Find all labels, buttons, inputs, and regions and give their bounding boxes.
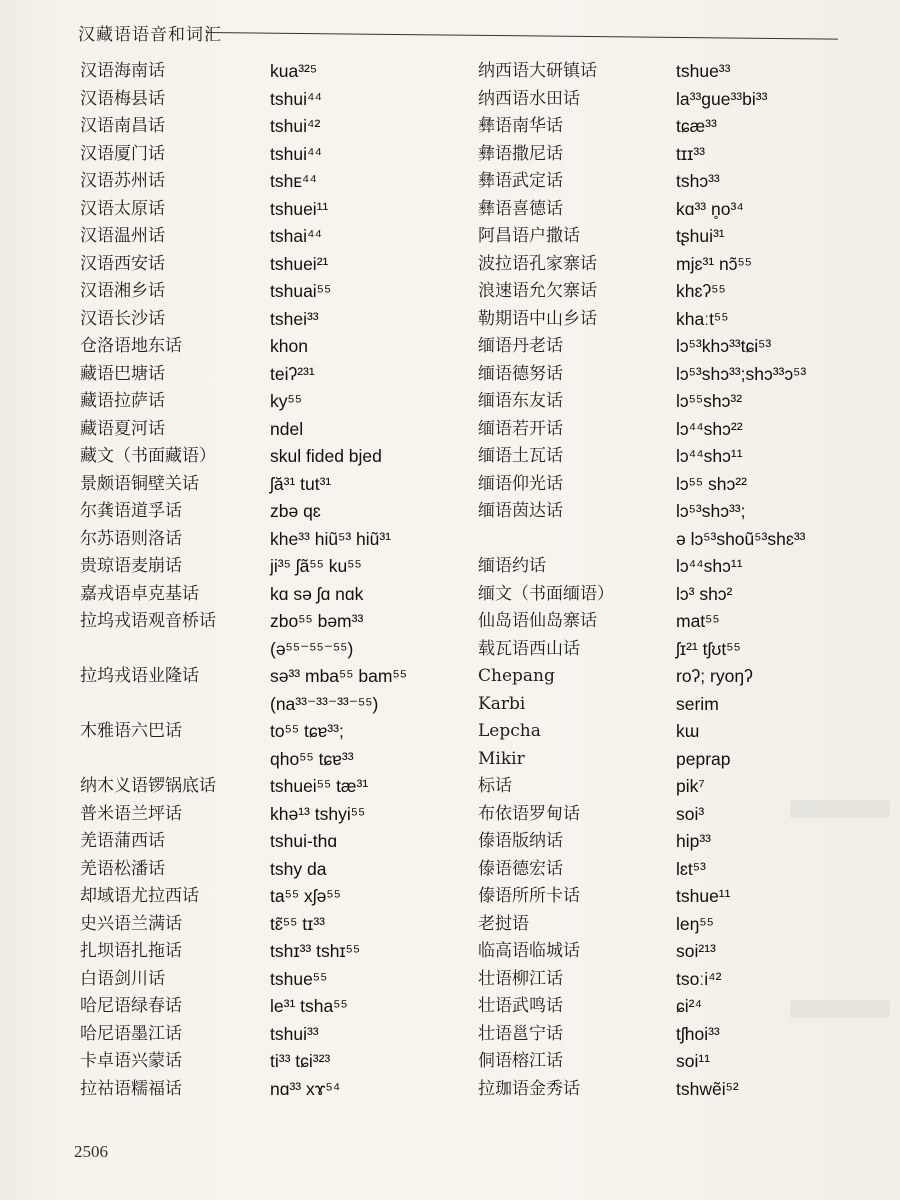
word-form — [676, 1048, 710, 1076]
dialect-name: 嘉戎语卓克基话 — [80, 583, 199, 604]
dialect-name: 景颇语铜壁关话 — [80, 473, 199, 494]
dialect-name: 藏文（书面藏语） — [80, 446, 216, 466]
word-form-line: tshuei⁵⁵ tæ³¹ — [270, 776, 369, 796]
word-form-line: lɔ⁴⁴shɔ¹¹ — [676, 446, 743, 466]
word-form — [676, 856, 706, 884]
word-form — [676, 333, 771, 361]
entry-row — [478, 718, 878, 746]
dialect-name: 傣语版纳话 — [478, 831, 563, 851]
word-form — [270, 883, 341, 911]
word-form — [270, 113, 320, 141]
dialect-name: 却域语尤拉西话 — [80, 886, 199, 906]
header-title: 汉藏语语音和词汇 — [78, 25, 222, 45]
word-form — [676, 388, 742, 416]
dialect-name: Chepang — [478, 666, 555, 686]
dialect-name: 汉语西安话 — [80, 253, 165, 274]
dialect-name: 载瓦语西山话 — [478, 638, 580, 659]
dialect-name: 史兴语兰满话 — [80, 913, 182, 934]
word-form-line: tshue¹¹ — [676, 886, 731, 906]
word-form-line: kɑ sə ʃɑ nɑk — [270, 583, 364, 604]
word-form — [270, 168, 317, 196]
entry-row — [478, 553, 878, 581]
word-form-line: ʃă³¹ tut³¹ — [270, 473, 332, 494]
word-form — [270, 1048, 330, 1076]
dialect-name: 汉语苏州话 — [80, 171, 165, 191]
entry-row — [80, 911, 440, 939]
entry-row — [80, 168, 440, 196]
dialect-name: 临高语临城话 — [478, 941, 580, 961]
word-form — [270, 223, 322, 251]
dialect-name: 勒期语中山乡话 — [478, 308, 597, 329]
entry-row — [80, 471, 440, 499]
word-form — [270, 86, 322, 114]
word-form-line: sə³³ mba⁵⁵ bam⁵⁵ — [270, 666, 407, 686]
dialect-name: 缅语若开话 — [478, 418, 563, 439]
word-form — [270, 498, 321, 526]
word-form-line: tshuai⁵⁵ — [270, 281, 332, 301]
entry-row — [80, 608, 440, 663]
entry-row — [80, 993, 440, 1021]
word-form — [676, 251, 752, 279]
dialect-name: 缅语茵达话 — [478, 501, 563, 521]
running-header — [78, 18, 838, 44]
dialect-name: Karbi — [478, 693, 526, 714]
word-form — [270, 526, 391, 554]
dialect-name: 普米语兰坪话 — [80, 803, 182, 824]
dialect-name: 标话 — [478, 776, 512, 796]
word-form — [270, 361, 315, 389]
entry-row — [80, 663, 440, 718]
word-form-line: soi¹¹ — [676, 1051, 711, 1071]
word-form — [270, 966, 327, 994]
entry-row — [478, 966, 878, 994]
word-form-line: ʃɪ²¹ tʃʊt⁵⁵ — [676, 638, 741, 659]
dialect-name: 汉语温州话 — [80, 226, 165, 246]
word-form — [676, 828, 711, 856]
word-form-line: zbo⁵⁵ bəm³³ — [270, 611, 364, 631]
dialect-name: 缅语土瓦话 — [478, 446, 563, 466]
entry-row — [80, 966, 440, 994]
entry-row — [80, 1048, 440, 1076]
dialect-name: 哈尼语墨江话 — [80, 1023, 182, 1044]
word-form — [270, 471, 331, 499]
word-form-line: ky⁵⁵ — [270, 391, 303, 411]
word-form — [270, 58, 317, 86]
dialect-name: 纳木义语锣锅底话 — [80, 776, 216, 796]
word-form — [676, 746, 731, 774]
word-form-line: leŋ⁵⁵ — [676, 913, 714, 934]
entry-row — [80, 498, 440, 526]
entry-row — [80, 883, 440, 911]
header-rule — [206, 32, 838, 40]
dialect-name: 藏语拉萨话 — [80, 391, 165, 411]
entry-row — [478, 856, 878, 884]
word-form — [270, 581, 363, 609]
dialect-name: 拉珈语金秀话 — [478, 1078, 580, 1099]
word-form — [676, 443, 743, 471]
word-form — [270, 938, 360, 966]
word-form-line: kua³²⁵ — [270, 61, 318, 81]
word-form-line: tshɔ³³ — [676, 171, 720, 191]
dialect-name: 老挝语 — [478, 913, 529, 934]
dialect-name: 哈尼语绿春话 — [80, 996, 182, 1016]
word-form — [676, 306, 728, 334]
word-form — [270, 251, 328, 279]
word-form — [270, 773, 368, 801]
entry-row — [478, 1021, 878, 1049]
word-form — [676, 278, 726, 306]
word-form — [676, 663, 753, 691]
word-form-line: tshai⁴⁴ — [270, 226, 323, 246]
dialect-name: 缅文（书面缅语） — [478, 583, 614, 604]
word-form — [270, 416, 303, 444]
word-form-line: soi³ — [676, 803, 705, 824]
word-form — [676, 883, 730, 911]
entry-row — [80, 773, 440, 801]
word-form-line: nɑ³³ xɤ⁵⁴ — [270, 1078, 341, 1099]
entry-row — [478, 388, 878, 416]
dialect-name: 彝语武定话 — [478, 171, 563, 191]
entry-row — [80, 801, 440, 829]
word-form — [270, 1021, 319, 1049]
entry-row — [478, 251, 878, 279]
word-form — [270, 1076, 340, 1104]
dialect-name: 藏语巴塘话 — [80, 363, 165, 384]
entry-row — [478, 911, 878, 939]
word-form-line: lɔ⁴⁴shɔ²² — [676, 418, 743, 439]
word-form-line: mjɛ³¹ nɔ̃⁵⁵ — [676, 253, 752, 274]
word-form — [676, 168, 720, 196]
word-form-line: tshᴇ⁴⁴ — [270, 171, 317, 191]
entry-row — [478, 113, 878, 141]
dialect-name: 彝语撒尼话 — [478, 143, 563, 164]
entry-row — [478, 333, 878, 361]
dialect-name: 仙岛语仙岛寨话 — [478, 611, 597, 631]
word-form-line: tshy da — [270, 858, 327, 879]
word-form — [270, 993, 348, 1021]
word-form — [270, 141, 322, 169]
dialect-name: 贵琼语麦崩话 — [80, 556, 182, 576]
word-form-line: roʔ; ryoŋʔ — [676, 666, 753, 686]
dialect-name: 布依语罗甸话 — [478, 803, 580, 824]
dialect-name: 傣语德宏话 — [478, 858, 563, 879]
word-form-line: tshui³³ — [270, 1023, 319, 1044]
word-form — [676, 498, 806, 553]
word-form-line: ɕi²⁴ — [676, 996, 702, 1016]
entry-row — [80, 361, 440, 389]
dialect-name: 波拉语孔家寨话 — [478, 253, 597, 274]
word-form-line: tshɪ³³ tshɪ⁵⁵ — [270, 941, 361, 961]
word-form-line: mat⁵⁵ — [676, 611, 720, 631]
word-form — [676, 196, 744, 224]
entry-row — [80, 333, 440, 361]
entry-row — [80, 141, 440, 169]
dialect-name: 浪速语允欠寨话 — [478, 281, 597, 301]
right-column — [478, 58, 878, 1103]
word-form-line: soi²¹³ — [676, 941, 716, 961]
dialect-name: 汉语太原话 — [80, 198, 165, 219]
word-form — [676, 636, 741, 664]
word-form-line-2: (ə⁵⁵⁻⁵⁵⁻⁵⁵) — [270, 638, 354, 659]
word-form-line: tshue⁵⁵ — [270, 968, 328, 989]
entry-row — [478, 883, 878, 911]
dialect-name: 尔苏语则洛话 — [80, 528, 182, 549]
word-form-line: peprap — [676, 748, 731, 769]
word-form — [676, 416, 743, 444]
dialect-name: 羌语松潘话 — [80, 858, 165, 879]
dialect-name: 汉语南昌话 — [80, 116, 165, 136]
word-form-line: tshui⁴⁴ — [270, 143, 323, 164]
word-form — [270, 608, 363, 663]
word-form-line: hip³³ — [676, 831, 712, 851]
word-form-line: lɔ⁵³shɔ³³; — [676, 501, 746, 521]
dialect-name: 汉语长沙话 — [80, 308, 165, 329]
dialect-name: 拉坞戎语观音桥话 — [80, 611, 216, 631]
entry-row — [478, 223, 878, 251]
entry-row — [478, 498, 878, 553]
entry-row — [478, 278, 878, 306]
dialect-name: 缅语东友话 — [478, 391, 563, 411]
word-form — [676, 223, 725, 251]
dialect-name: 羌语蒲西话 — [80, 831, 165, 851]
entry-row — [478, 471, 878, 499]
entry-row — [80, 443, 440, 471]
dialect-name: 木雅语六巴话 — [80, 721, 182, 741]
entry-row — [80, 553, 440, 581]
entry-row — [80, 1021, 440, 1049]
dialect-name: 白语剑川话 — [80, 968, 165, 989]
word-form-line: zbə qɛ — [270, 501, 321, 521]
word-form — [676, 718, 699, 746]
dialect-name: 彝语喜德话 — [478, 198, 563, 219]
word-form-line: tshui-thɑ — [270, 831, 338, 851]
entry-row — [478, 636, 878, 664]
dialect-name: 仓洛语地东话 — [80, 336, 182, 356]
word-form — [676, 86, 767, 114]
entry-row — [80, 938, 440, 966]
word-form — [676, 993, 702, 1021]
word-form-line: tɕæ³³ — [676, 116, 717, 136]
word-form-line: pik⁷ — [676, 776, 705, 796]
word-form — [270, 553, 362, 581]
word-form — [676, 581, 732, 609]
dialect-name: 汉语梅县话 — [80, 88, 165, 109]
dialect-name: 缅语丹老话 — [478, 336, 563, 356]
dialect-name: Lepcha — [478, 721, 541, 741]
word-form-line: tshwẽi⁵² — [676, 1078, 739, 1099]
word-form-line: tshui⁴⁴ — [270, 88, 323, 109]
entry-row — [478, 443, 878, 471]
word-form-line-2: ə lɔ⁵³shoũ⁵³shɛ³³ — [676, 528, 806, 549]
word-form — [270, 196, 328, 224]
dialect-name: 拉坞戎语业隆话 — [80, 666, 199, 686]
word-form-line: lɔ⁵³shɔ³³;shɔ³³ɔ⁵³ — [676, 363, 807, 384]
dialect-name: 汉语厦门话 — [80, 143, 165, 164]
entry-row — [478, 196, 878, 224]
entry-row — [80, 581, 440, 609]
word-form-line: tshuei¹¹ — [270, 198, 329, 219]
word-form-line: ti³³ tɕi³²³ — [270, 1051, 331, 1071]
word-form — [676, 801, 704, 829]
word-form-line: tshuei²¹ — [270, 253, 329, 274]
word-form-line: tɪɪ³³ — [676, 143, 705, 164]
entry-row — [478, 773, 878, 801]
dialect-name: 卡卓语兴蒙话 — [80, 1051, 182, 1071]
entry-row — [80, 223, 440, 251]
entry-row — [80, 278, 440, 306]
word-form — [270, 278, 331, 306]
dialect-name: 壮语邕宁话 — [478, 1023, 563, 1044]
word-form-line: ji³⁵ ʃã⁵⁵ ku⁵⁵ — [270, 556, 362, 576]
left-column — [80, 58, 440, 1103]
dialect-name: 扎坝语扎拖话 — [80, 941, 182, 961]
word-form-line: lɔ⁵⁵ shɔ²² — [676, 473, 747, 494]
word-form — [676, 471, 747, 499]
word-form-line: tshui⁴² — [270, 116, 321, 136]
dialect-name: 尔龚语道孚话 — [80, 501, 182, 521]
word-form-line-2: (na³³⁻³³⁻³³⁻⁵⁵) — [270, 693, 379, 714]
word-form-line: tshei³³ — [270, 308, 319, 329]
word-form-line-2: qho⁵⁵ tɕɐ³³ — [270, 748, 354, 769]
word-form-line: to⁵⁵ tɕɐ³³; — [270, 721, 344, 741]
word-form-line: skul fided bjed — [270, 446, 382, 466]
word-form-line: tʃhoi³³ — [676, 1023, 720, 1044]
word-form — [676, 361, 806, 389]
word-form-line: ta⁵⁵ xʃə⁵⁵ — [270, 886, 341, 906]
word-form-line: tɛ̃⁵⁵ tɪ³³ — [270, 913, 326, 934]
bleed-through-mark — [790, 800, 890, 818]
dialect-name: 缅语仰光话 — [478, 473, 563, 494]
dialect-name: 藏语夏河话 — [80, 418, 165, 439]
word-form-line: tʂhui³¹ — [676, 226, 725, 246]
word-form-line: khə¹³ tshyi⁵⁵ — [270, 803, 366, 824]
word-form — [676, 1076, 739, 1104]
entry-row — [80, 416, 440, 444]
word-form — [676, 113, 717, 141]
word-form — [676, 1021, 720, 1049]
word-form-line: khe³³ hiũ⁵³ hiũ³¹ — [270, 528, 392, 549]
word-form — [676, 141, 705, 169]
entry-row — [478, 691, 878, 719]
entry-row — [478, 938, 878, 966]
entry-row — [80, 86, 440, 114]
word-form — [676, 58, 730, 86]
entry-row — [478, 1048, 878, 1076]
entry-row — [478, 581, 878, 609]
word-form — [676, 938, 716, 966]
dialect-name: 纳西语大研镇话 — [478, 61, 597, 81]
entry-row — [478, 141, 878, 169]
dialect-name: 壮语柳江话 — [478, 968, 563, 989]
entry-row — [80, 856, 440, 884]
word-form — [270, 801, 365, 829]
dialect-name: 缅语德努话 — [478, 363, 563, 384]
word-form — [270, 911, 325, 939]
word-form — [676, 608, 720, 636]
word-form — [270, 443, 382, 471]
word-form-line: tsoːi⁴² — [676, 968, 722, 989]
dialect-name: 侗语榕江话 — [478, 1051, 563, 1071]
entry-row — [478, 746, 878, 774]
word-form-line: kɑ³³ n̥o³⁴ — [676, 198, 744, 219]
word-form-line: lɔ³ shɔ² — [676, 583, 733, 604]
entry-row — [478, 86, 878, 114]
word-form — [270, 388, 302, 416]
dialect-name: 缅语约话 — [478, 556, 546, 576]
entry-row — [80, 196, 440, 224]
word-form — [270, 718, 354, 773]
entry-row — [478, 306, 878, 334]
word-form-line: lɛt⁵³ — [676, 858, 706, 879]
word-form — [270, 306, 319, 334]
word-form — [676, 911, 714, 939]
word-form — [676, 553, 743, 581]
entry-row — [80, 251, 440, 279]
dialect-name: 纳西语水田话 — [478, 88, 580, 109]
word-form — [676, 773, 705, 801]
word-form-line: le³¹ tsha⁵⁵ — [270, 996, 348, 1016]
dialect-name: 傣语所所卡话 — [478, 886, 580, 906]
word-form — [676, 691, 719, 719]
word-form-line: kɯ — [676, 721, 700, 741]
word-form-line: khaːt⁵⁵ — [676, 308, 729, 329]
bleed-through-mark — [790, 1000, 890, 1018]
entry-row — [80, 828, 440, 856]
entry-row — [478, 416, 878, 444]
entry-row — [478, 663, 878, 691]
word-form-line: lɔ⁵³khɔ³³tɕi⁵³ — [676, 336, 772, 356]
entry-row — [80, 58, 440, 86]
dialect-name: 壮语武鸣话 — [478, 996, 563, 1016]
entry-row — [80, 526, 440, 554]
entry-row — [478, 1076, 878, 1104]
word-form — [270, 333, 308, 361]
dialect-name: 拉祜语糯福话 — [80, 1078, 182, 1099]
word-form-line: khon — [270, 336, 308, 356]
word-form-line: lɔ⁴⁴shɔ¹¹ — [676, 556, 743, 576]
word-form-line: tshue³³ — [676, 61, 731, 81]
entry-row — [80, 718, 440, 773]
word-form-line: ndel — [270, 418, 304, 439]
word-form-line: serim — [676, 693, 719, 714]
word-form-line: khɛʔ⁵⁵ — [676, 281, 726, 301]
dialect-name: 汉语海南话 — [80, 61, 165, 81]
word-form-line: teiʔ²³¹ — [270, 363, 315, 384]
dialect-name: 彝语南华话 — [478, 116, 563, 136]
word-form-line: la³³gue³³bi³³ — [676, 88, 768, 109]
entry-row — [478, 828, 878, 856]
word-form-line: lɔ⁵⁵shɔ³² — [676, 391, 743, 411]
entry-row — [478, 58, 878, 86]
entry-row — [478, 608, 878, 636]
entry-row — [478, 361, 878, 389]
word-form — [270, 856, 326, 884]
entry-row — [80, 1076, 440, 1104]
dialect-name: Mikir — [478, 748, 525, 769]
dialect-name: 汉语湘乡话 — [80, 281, 165, 301]
word-form — [270, 828, 337, 856]
entry-row — [80, 388, 440, 416]
word-form — [270, 663, 407, 718]
page-number: 2506 — [74, 1142, 108, 1161]
dialect-name: 阿昌语户撒话 — [478, 226, 580, 246]
entry-row — [80, 113, 440, 141]
word-form — [676, 966, 721, 994]
entry-row — [478, 168, 878, 196]
entry-row — [80, 306, 440, 334]
